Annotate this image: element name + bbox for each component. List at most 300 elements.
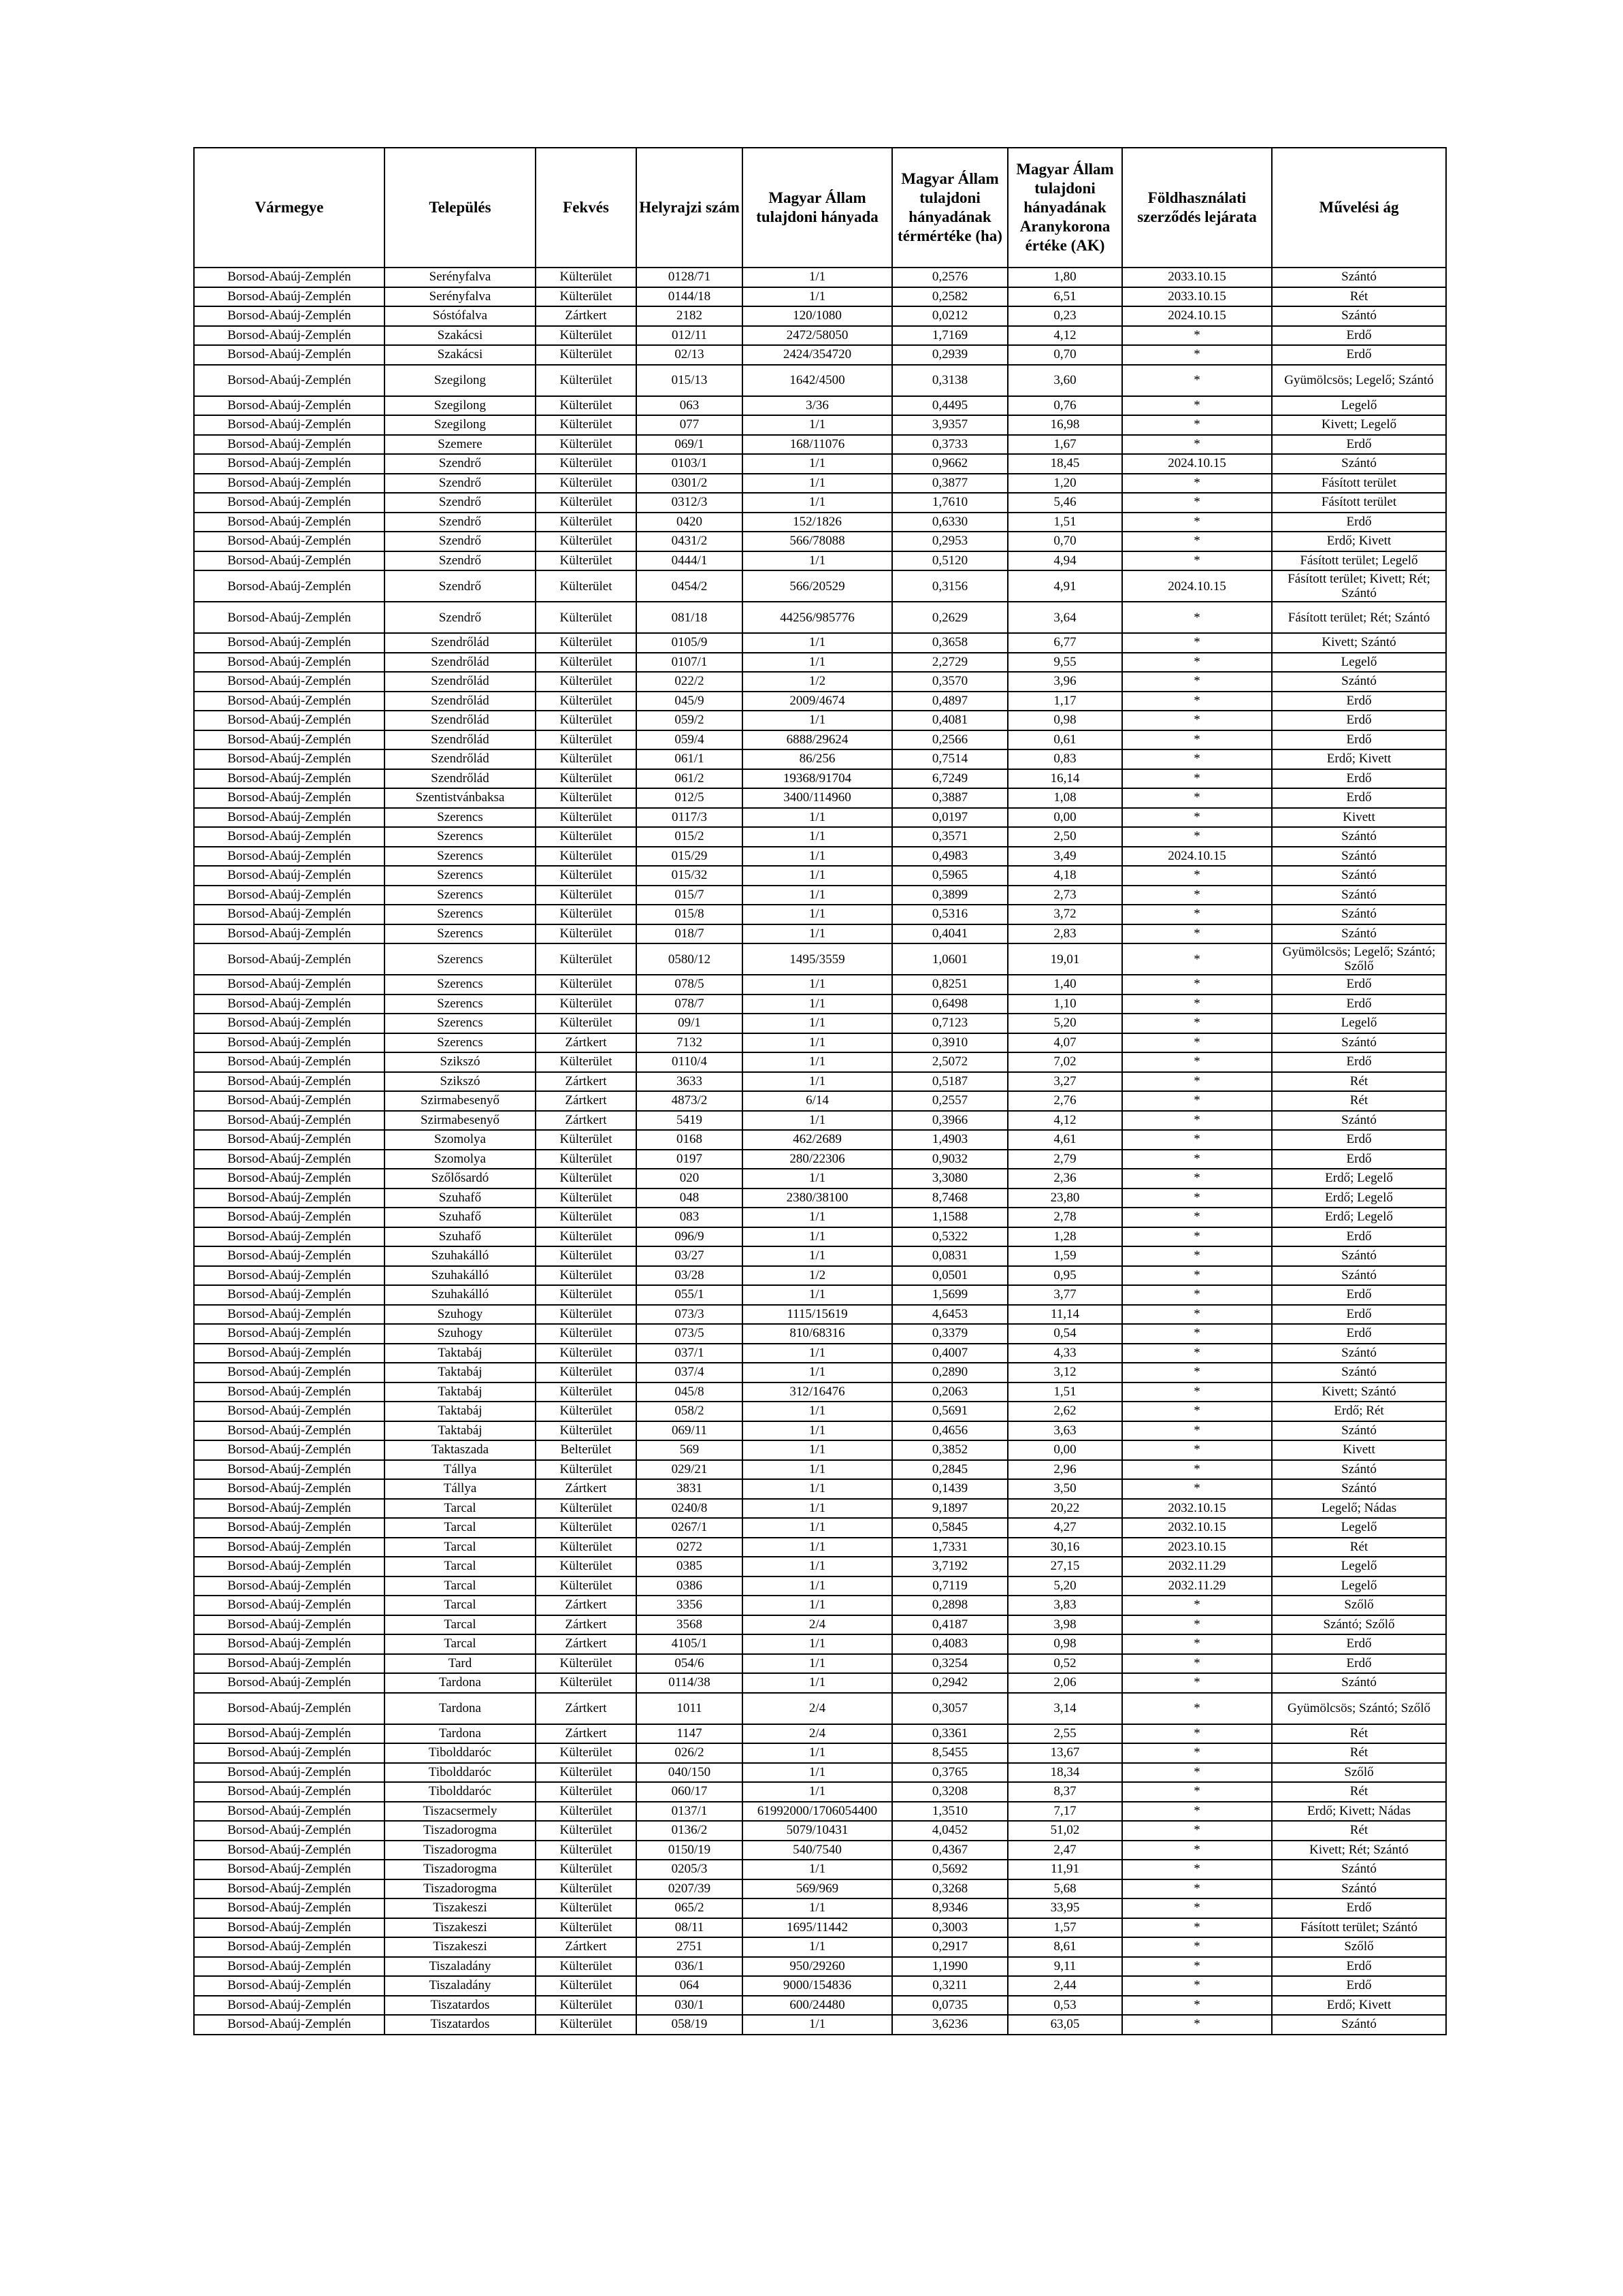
cell-aranykorona: 2,96 [1008, 1460, 1122, 1480]
table-row [194, 788, 1446, 808]
cell-varmegye: Borsod-Abaúj-Zemplén [194, 653, 384, 673]
cell-muvelesi-ag: Rét [1272, 1538, 1446, 1557]
cell-helyrajzi-szam: 0137/1 [636, 1802, 742, 1822]
cell-muvelesi-ag: Erdő [1272, 975, 1446, 995]
table-row [194, 1821, 1446, 1841]
cell-fekves: Zártkert [536, 306, 636, 326]
cell-aranykorona: 3,12 [1008, 1363, 1122, 1383]
cell-telepules: Tarcal [384, 1615, 536, 1635]
cell-termertek: 1,7331 [892, 1538, 1008, 1557]
cell-termertek: 0,3877 [892, 474, 1008, 494]
cell-szerzodes-lejarata: * [1122, 1743, 1272, 1763]
cell-aranykorona: 0,98 [1008, 1634, 1122, 1654]
cell-fekves: Külterület [536, 1363, 636, 1383]
cell-tulajdoni-hanyad: 566/20529 [742, 570, 892, 602]
cell-varmegye: Borsod-Abaúj-Zemplén [194, 905, 384, 924]
cell-tulajdoni-hanyad: 1/1 [742, 1557, 892, 1577]
cell-muvelesi-ag: Erdő [1272, 788, 1446, 808]
cell-aranykorona: 1,17 [1008, 692, 1122, 711]
cell-aranykorona: 3,27 [1008, 1072, 1122, 1092]
cell-tulajdoni-hanyad: 1/2 [742, 1266, 892, 1286]
table-row [194, 1673, 1446, 1693]
cell-telepules: Szendrőlád [384, 653, 536, 673]
cell-varmegye: Borsod-Abaúj-Zemplén [194, 1782, 384, 1802]
cell-telepules: Szuhakálló [384, 1246, 536, 1266]
cell-varmegye: Borsod-Abaúj-Zemplén [194, 1189, 384, 1208]
cell-varmegye: Borsod-Abaúj-Zemplén [194, 692, 384, 711]
cell-varmegye: Borsod-Abaúj-Zemplén [194, 1898, 384, 1918]
cell-fekves: Zártkert [536, 1111, 636, 1131]
cell-telepules: Szendrő [384, 551, 536, 571]
cell-varmegye: Borsod-Abaúj-Zemplén [194, 454, 384, 474]
cell-termertek: 0,3966 [892, 1111, 1008, 1131]
cell-telepules: Tibolddaróc [384, 1743, 536, 1763]
table-row [194, 692, 1446, 711]
cell-telepules: Taktabáj [384, 1402, 536, 1421]
cell-helyrajzi-szam: 0107/1 [636, 653, 742, 673]
table-row [194, 1724, 1446, 1744]
table-row [194, 943, 1446, 975]
table-row [194, 1615, 1446, 1635]
cell-szerzodes-lejarata: 2032.10.15 [1122, 1499, 1272, 1519]
cell-tulajdoni-hanyad: 1/1 [742, 633, 892, 653]
cell-telepules: Tiszatardos [384, 2015, 536, 2035]
cell-telepules: Serényfalva [384, 287, 536, 307]
cell-tulajdoni-hanyad: 1/1 [742, 1440, 892, 1460]
cell-tulajdoni-hanyad: 6888/29624 [742, 730, 892, 750]
cell-varmegye: Borsod-Abaúj-Zemplén [194, 1324, 384, 1344]
cell-aranykorona: 27,15 [1008, 1557, 1122, 1577]
cell-aranykorona: 8,61 [1008, 1937, 1122, 1957]
cell-szerzodes-lejarata: * [1122, 415, 1272, 435]
cell-varmegye: Borsod-Abaúj-Zemplén [194, 1596, 384, 1615]
cell-tulajdoni-hanyad: 1/1 [742, 2015, 892, 2035]
cell-varmegye: Borsod-Abaúj-Zemplén [194, 1033, 384, 1053]
cell-aranykorona: 4,61 [1008, 1130, 1122, 1150]
cell-telepules: Tállya [384, 1479, 536, 1499]
cell-muvelesi-ag: Erdő [1272, 1654, 1446, 1674]
table-row [194, 1266, 1446, 1286]
cell-muvelesi-ag: Legelő [1272, 1014, 1446, 1033]
col-header-szerzodes-lejarata: Földhasználati szerződés lejárata [1122, 148, 1272, 268]
cell-aranykorona: 0,98 [1008, 711, 1122, 730]
cell-fekves: Külterület [536, 692, 636, 711]
cell-termertek: 0,4656 [892, 1421, 1008, 1441]
cell-termertek: 0,3057 [892, 1693, 1008, 1724]
table-row [194, 1937, 1446, 1957]
cell-helyrajzi-szam: 037/1 [636, 1344, 742, 1363]
cell-fekves: Külterület [536, 905, 636, 924]
cell-helyrajzi-szam: 073/3 [636, 1305, 742, 1325]
cell-aranykorona: 2,44 [1008, 1976, 1122, 1996]
cell-varmegye: Borsod-Abaúj-Zemplén [194, 1421, 384, 1441]
cell-aranykorona: 51,02 [1008, 1821, 1122, 1841]
cell-szerzodes-lejarata: * [1122, 1976, 1272, 1996]
cell-varmegye: Borsod-Abaúj-Zemplén [194, 633, 384, 653]
cell-varmegye: Borsod-Abaúj-Zemplén [194, 287, 384, 307]
cell-varmegye: Borsod-Abaúj-Zemplén [194, 1557, 384, 1577]
cell-telepules: Szendrőlád [384, 692, 536, 711]
cell-szerzodes-lejarata: * [1122, 1440, 1272, 1460]
cell-termertek: 0,2557 [892, 1091, 1008, 1111]
cell-szerzodes-lejarata: * [1122, 326, 1272, 346]
cell-tulajdoni-hanyad: 1/1 [742, 1344, 892, 1363]
cell-aranykorona: 0,70 [1008, 532, 1122, 551]
cell-helyrajzi-szam: 059/2 [636, 711, 742, 730]
table-row [194, 1479, 1446, 1499]
cell-szerzodes-lejarata: * [1122, 711, 1272, 730]
cell-szerzodes-lejarata: * [1122, 1957, 1272, 1977]
cell-varmegye: Borsod-Abaúj-Zemplén [194, 1821, 384, 1841]
cell-tulajdoni-hanyad: 1/1 [742, 1014, 892, 1033]
cell-telepules: Szuhakálló [384, 1285, 536, 1305]
cell-termertek: 0,5316 [892, 905, 1008, 924]
cell-termertek: 3,3080 [892, 1169, 1008, 1189]
cell-helyrajzi-szam: 3831 [636, 1479, 742, 1499]
cell-szerzodes-lejarata: * [1122, 493, 1272, 513]
cell-szerzodes-lejarata: * [1122, 730, 1272, 750]
cell-helyrajzi-szam: 045/8 [636, 1383, 742, 1402]
cell-termertek: 3,6236 [892, 2015, 1008, 2035]
table-row [194, 1363, 1446, 1383]
col-header-helyrajzi-szam: Helyrajzi szám [636, 148, 742, 268]
cell-varmegye: Borsod-Abaúj-Zemplén [194, 1976, 384, 1996]
cell-telepules: Szendrőlád [384, 711, 536, 730]
cell-muvelesi-ag: Erdő; Rét [1272, 1402, 1446, 1421]
cell-telepules: Szerencs [384, 1033, 536, 1053]
cell-telepules: Szirmabesenyő [384, 1091, 536, 1111]
cell-szerzodes-lejarata: * [1122, 995, 1272, 1014]
cell-helyrajzi-szam: 060/17 [636, 1782, 742, 1802]
table-row [194, 995, 1446, 1014]
cell-tulajdoni-hanyad: 2380/38100 [742, 1189, 892, 1208]
cell-tulajdoni-hanyad: 120/1080 [742, 306, 892, 326]
cell-helyrajzi-szam: 1011 [636, 1693, 742, 1724]
table-row [194, 1111, 1446, 1131]
cell-tulajdoni-hanyad: 1/1 [742, 924, 892, 944]
cell-aranykorona: 4,12 [1008, 1111, 1122, 1131]
table-row [194, 1557, 1446, 1577]
table-row [194, 1538, 1446, 1557]
cell-termertek: 0,4081 [892, 711, 1008, 730]
cell-aranykorona: 2,73 [1008, 886, 1122, 905]
cell-helyrajzi-szam: 037/4 [636, 1363, 742, 1383]
cell-varmegye: Borsod-Abaúj-Zemplén [194, 570, 384, 602]
cell-varmegye: Borsod-Abaúj-Zemplén [194, 268, 384, 287]
cell-helyrajzi-szam: 081/18 [636, 602, 742, 633]
cell-muvelesi-ag: Szántó [1272, 672, 1446, 692]
cell-telepules: Szerencs [384, 808, 536, 828]
cell-varmegye: Borsod-Abaúj-Zemplén [194, 1841, 384, 1860]
cell-muvelesi-ag: Erdő [1272, 1898, 1446, 1918]
cell-varmegye: Borsod-Abaúj-Zemplén [194, 1266, 384, 1286]
cell-tulajdoni-hanyad: 1/1 [742, 653, 892, 673]
cell-muvelesi-ag: Gyümölcsös; Szántó; Szőlő [1272, 1693, 1446, 1724]
cell-termertek: 0,5120 [892, 551, 1008, 571]
table-row [194, 435, 1446, 455]
cell-helyrajzi-szam: 015/2 [636, 827, 742, 847]
cell-fekves: Külterület [536, 788, 636, 808]
cell-helyrajzi-szam: 0114/38 [636, 1673, 742, 1693]
cell-szerzodes-lejarata: * [1122, 532, 1272, 551]
cell-tulajdoni-hanyad: 1/1 [742, 1634, 892, 1654]
cell-telepules: Szikszó [384, 1072, 536, 1092]
cell-telepules: Szerencs [384, 886, 536, 905]
cell-szerzodes-lejarata: 2024.10.15 [1122, 570, 1272, 602]
cell-aranykorona: 3,49 [1008, 847, 1122, 867]
col-header-aranykorona: Magyar Állam tulajdoni hányadának Aranykorona értéke (AK) [1008, 148, 1122, 268]
cell-aranykorona: 0,61 [1008, 730, 1122, 750]
cell-aranykorona: 63,05 [1008, 2015, 1122, 2035]
col-header-muvelesi-ag: Művelési ág [1272, 148, 1446, 268]
cell-tulajdoni-hanyad: 1/1 [742, 975, 892, 995]
cell-tulajdoni-hanyad: 569/969 [742, 1879, 892, 1899]
cell-muvelesi-ag: Erdő; Kivett [1272, 749, 1446, 769]
cell-varmegye: Borsod-Abaúj-Zemplén [194, 1285, 384, 1305]
cell-fekves: Külterület [536, 975, 636, 995]
cell-muvelesi-ag: Erdő [1272, 1227, 1446, 1247]
cell-szerzodes-lejarata: * [1122, 1898, 1272, 1918]
cell-tulajdoni-hanyad: 3/36 [742, 396, 892, 416]
cell-fekves: Külterület [536, 1673, 636, 1693]
cell-varmegye: Borsod-Abaúj-Zemplén [194, 602, 384, 633]
cell-termertek: 1,7610 [892, 493, 1008, 513]
cell-telepules: Szendrő [384, 602, 536, 633]
cell-varmegye: Borsod-Abaúj-Zemplén [194, 415, 384, 435]
cell-varmegye: Borsod-Abaúj-Zemplén [194, 1937, 384, 1957]
cell-telepules: Szerencs [384, 905, 536, 924]
cell-telepules: Szentistvánbaksa [384, 788, 536, 808]
cell-fekves: Külterület [536, 1246, 636, 1266]
cell-telepules: Tarcal [384, 1577, 536, 1596]
cell-helyrajzi-szam: 0207/39 [636, 1879, 742, 1899]
cell-aranykorona: 2,62 [1008, 1402, 1122, 1421]
cell-tulajdoni-hanyad: 1/1 [742, 268, 892, 287]
cell-szerzodes-lejarata: * [1122, 866, 1272, 886]
cell-fekves: Külterület [536, 1227, 636, 1247]
cell-varmegye: Borsod-Abaúj-Zemplén [194, 1996, 384, 2016]
cell-helyrajzi-szam: 078/5 [636, 975, 742, 995]
cell-tulajdoni-hanyad: 1/1 [742, 1479, 892, 1499]
cell-aranykorona: 1,80 [1008, 268, 1122, 287]
cell-tulajdoni-hanyad: 1/1 [742, 886, 892, 905]
cell-fekves: Külterület [536, 1402, 636, 1421]
cell-fekves: Külterület [536, 1344, 636, 1363]
cell-helyrajzi-szam: 077 [636, 415, 742, 435]
cell-muvelesi-ag: Gyümölcsös; Legelő; Szántó [1272, 365, 1446, 396]
cell-muvelesi-ag: Kivett; Legelő [1272, 415, 1446, 435]
cell-termertek: 0,3211 [892, 1976, 1008, 1996]
table-row [194, 1440, 1446, 1460]
cell-szerzodes-lejarata: 2033.10.15 [1122, 268, 1272, 287]
cell-termertek: 6,7249 [892, 769, 1008, 789]
cell-szerzodes-lejarata: 2024.10.15 [1122, 454, 1272, 474]
cell-varmegye: Borsod-Abaúj-Zemplén [194, 2015, 384, 2035]
cell-aranykorona: 9,55 [1008, 653, 1122, 673]
cell-helyrajzi-szam: 0385 [636, 1557, 742, 1577]
cell-szerzodes-lejarata: * [1122, 1937, 1272, 1957]
cell-helyrajzi-szam: 2751 [636, 1937, 742, 1957]
cell-szerzodes-lejarata: * [1122, 1014, 1272, 1033]
cell-fekves: Külterület [536, 1898, 636, 1918]
cell-varmegye: Borsod-Abaúj-Zemplén [194, 866, 384, 886]
cell-helyrajzi-szam: 03/28 [636, 1266, 742, 1286]
table-row [194, 672, 1446, 692]
cell-muvelesi-ag: Szántó [1272, 1860, 1446, 1879]
cell-muvelesi-ag: Szántó [1272, 847, 1446, 867]
col-header-varmegye: Vármegye [194, 148, 384, 268]
cell-termertek: 0,7123 [892, 1014, 1008, 1033]
cell-szerzodes-lejarata: * [1122, 924, 1272, 944]
cell-tulajdoni-hanyad: 1/1 [742, 866, 892, 886]
cell-tulajdoni-hanyad: 1/1 [742, 808, 892, 828]
cell-helyrajzi-szam: 015/7 [636, 886, 742, 905]
cell-telepules: Tiszakeszi [384, 1937, 536, 1957]
cell-aranykorona: 0,54 [1008, 1324, 1122, 1344]
cell-fekves: Zártkert [536, 1615, 636, 1635]
cell-tulajdoni-hanyad: 1/1 [742, 1363, 892, 1383]
cell-muvelesi-ag: Erdő [1272, 1957, 1446, 1977]
cell-muvelesi-ag: Szántó [1272, 886, 1446, 905]
cell-tulajdoni-hanyad: 1/1 [742, 1227, 892, 1247]
table-row [194, 1879, 1446, 1899]
table-row [194, 1033, 1446, 1053]
cell-varmegye: Borsod-Abaúj-Zemplén [194, 513, 384, 532]
cell-szerzodes-lejarata: * [1122, 1091, 1272, 1111]
cell-aranykorona: 16,14 [1008, 769, 1122, 789]
cell-fekves: Külterület [536, 924, 636, 944]
cell-szerzodes-lejarata: * [1122, 1246, 1272, 1266]
cell-szerzodes-lejarata: * [1122, 1189, 1272, 1208]
cell-telepules: Szerencs [384, 995, 536, 1014]
cell-termertek: 8,9346 [892, 1898, 1008, 1918]
cell-aranykorona: 1,67 [1008, 435, 1122, 455]
cell-tulajdoni-hanyad: 44256/985776 [742, 602, 892, 633]
cell-aranykorona: 7,02 [1008, 1052, 1122, 1072]
cell-fekves: Külterület [536, 808, 636, 828]
cell-telepules: Szikszó [384, 1052, 536, 1072]
cell-varmegye: Borsod-Abaúj-Zemplén [194, 1763, 384, 1783]
cell-varmegye: Borsod-Abaúj-Zemplén [194, 749, 384, 769]
cell-helyrajzi-szam: 015/8 [636, 905, 742, 924]
cell-tulajdoni-hanyad: 1/1 [742, 827, 892, 847]
cell-termertek: 0,3910 [892, 1033, 1008, 1053]
table-row [194, 1693, 1446, 1724]
cell-szerzodes-lejarata: 2032.10.15 [1122, 1518, 1272, 1538]
table-row [194, 513, 1446, 532]
cell-aranykorona: 4,27 [1008, 1518, 1122, 1538]
cell-varmegye: Borsod-Abaúj-Zemplén [194, 1518, 384, 1538]
cell-muvelesi-ag: Kivett; Rét; Szántó [1272, 1841, 1446, 1860]
cell-helyrajzi-szam: 02/13 [636, 345, 742, 365]
cell-varmegye: Borsod-Abaúj-Zemplén [194, 1344, 384, 1363]
cell-szerzodes-lejarata: * [1122, 1150, 1272, 1169]
cell-fekves: Külterület [536, 602, 636, 633]
cell-termertek: 1,1588 [892, 1208, 1008, 1227]
cell-aranykorona: 0,76 [1008, 396, 1122, 416]
cell-tulajdoni-hanyad: 1/1 [742, 1654, 892, 1674]
cell-helyrajzi-szam: 0105/9 [636, 633, 742, 653]
cell-muvelesi-ag: Szántó [1272, 1363, 1446, 1383]
cell-fekves: Külterület [536, 287, 636, 307]
cell-termertek: 0,0197 [892, 808, 1008, 828]
cell-tulajdoni-hanyad: 1/1 [742, 1402, 892, 1421]
cell-helyrajzi-szam: 022/2 [636, 672, 742, 692]
cell-tulajdoni-hanyad: 600/24480 [742, 1996, 892, 2016]
cell-szerzodes-lejarata: * [1122, 633, 1272, 653]
table-row [194, 1052, 1446, 1072]
cell-termertek: 0,4983 [892, 847, 1008, 867]
document-page [193, 147, 1445, 2035]
cell-tulajdoni-hanyad: 540/7540 [742, 1841, 892, 1860]
cell-termertek: 2,5072 [892, 1052, 1008, 1072]
cell-szerzodes-lejarata: * [1122, 1596, 1272, 1615]
cell-aranykorona: 11,91 [1008, 1860, 1122, 1879]
cell-telepules: Taktaszada [384, 1440, 536, 1460]
cell-termertek: 0,0831 [892, 1246, 1008, 1266]
cell-fekves: Külterület [536, 1460, 636, 1480]
table-row [194, 866, 1446, 886]
cell-fekves: Külterület [536, 1782, 636, 1802]
cell-aranykorona: 1,57 [1008, 1918, 1122, 1938]
table-row [194, 551, 1446, 571]
cell-szerzodes-lejarata: * [1122, 474, 1272, 494]
cell-fekves: Külterület [536, 1841, 636, 1860]
cell-tulajdoni-hanyad: 1/1 [742, 454, 892, 474]
cell-varmegye: Borsod-Abaúj-Zemplén [194, 1693, 384, 1724]
table-row [194, 1402, 1446, 1421]
cell-tulajdoni-hanyad: 1/1 [742, 474, 892, 494]
cell-tulajdoni-hanyad: 2/4 [742, 1615, 892, 1635]
cell-muvelesi-ag: Rét [1272, 1782, 1446, 1802]
cell-szerzodes-lejarata: * [1122, 1460, 1272, 1480]
cell-aranykorona: 0,00 [1008, 808, 1122, 828]
cell-aranykorona: 0,52 [1008, 1654, 1122, 1674]
cell-termertek: 0,3361 [892, 1724, 1008, 1744]
cell-szerzodes-lejarata: * [1122, 943, 1272, 975]
cell-fekves: Külterület [536, 1305, 636, 1325]
cell-helyrajzi-szam: 3633 [636, 1072, 742, 1092]
cell-aranykorona: 6,77 [1008, 633, 1122, 653]
cell-fekves: Külterület [536, 1802, 636, 1822]
cell-fekves: Külterület [536, 1557, 636, 1577]
cell-fekves: Külterület [536, 1918, 636, 1938]
cell-termertek: 1,1990 [892, 1957, 1008, 1977]
cell-fekves: Külterület [536, 1518, 636, 1538]
cell-aranykorona: 4,94 [1008, 551, 1122, 571]
cell-tulajdoni-hanyad: 1642/4500 [742, 365, 892, 396]
cell-aranykorona: 3,14 [1008, 1693, 1122, 1724]
cell-szerzodes-lejarata: * [1122, 886, 1272, 905]
cell-szerzodes-lejarata: * [1122, 1634, 1272, 1654]
table-row [194, 1763, 1446, 1783]
cell-telepules: Taktabáj [384, 1363, 536, 1383]
cell-termertek: 0,4187 [892, 1615, 1008, 1635]
cell-fekves: Külterület [536, 570, 636, 602]
cell-muvelesi-ag: Erdő [1272, 1130, 1446, 1150]
cell-varmegye: Borsod-Abaúj-Zemplén [194, 493, 384, 513]
cell-varmegye: Borsod-Abaúj-Zemplén [194, 345, 384, 365]
cell-telepules: Sóstófalva [384, 306, 536, 326]
cell-muvelesi-ag: Szántó [1272, 827, 1446, 847]
cell-aranykorona: 13,67 [1008, 1743, 1122, 1763]
cell-termertek: 0,3887 [892, 788, 1008, 808]
cell-varmegye: Borsod-Abaúj-Zemplén [194, 435, 384, 455]
cell-muvelesi-ag: Szőlő [1272, 1937, 1446, 1957]
cell-aranykorona: 4,33 [1008, 1344, 1122, 1363]
cell-tulajdoni-hanyad: 1/1 [742, 1743, 892, 1763]
cell-szerzodes-lejarata: * [1122, 1693, 1272, 1724]
